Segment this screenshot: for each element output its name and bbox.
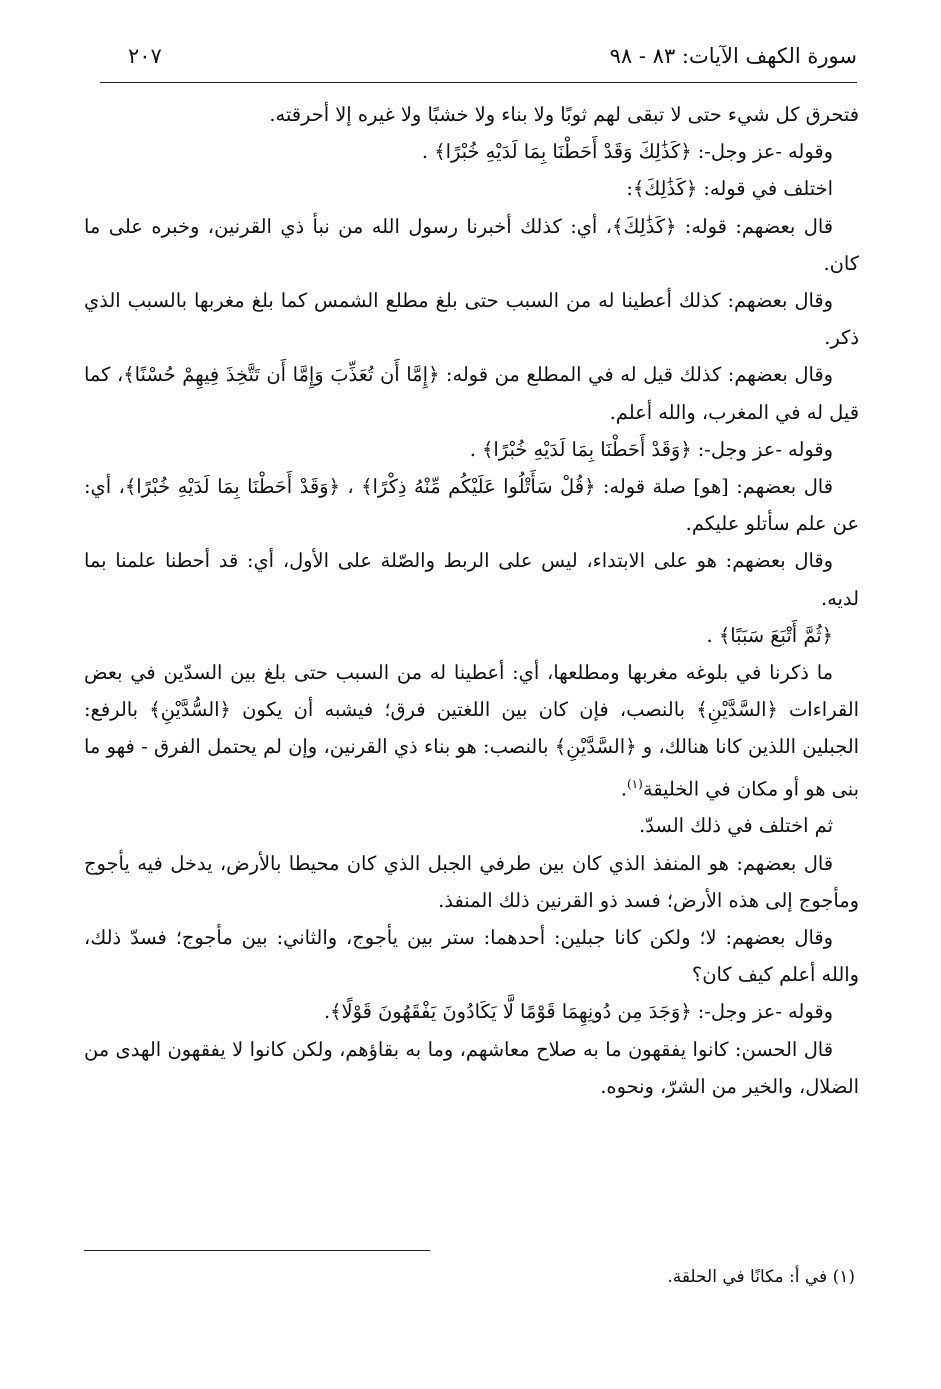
paragraph-4: قال بعضهم: قوله: ﴿كَذَٰلِكَ﴾، أي: كذلك أخبرنا رسول الله من نبأ ذي القرنين، وخبره على ما كان. <box>84 214 859 275</box>
main-text <box>84 96 859 1105</box>
footnote-reference[interactable]: (١) <box>626 776 643 791</box>
page-header <box>100 36 857 83</box>
running-title: سورة الكهف الآيات: ٨٣ - ٩٨ <box>609 44 857 68</box>
footnote-divider <box>84 1250 430 1251</box>
paragraph-5: وقال بعضهم: كذلك أعطينا له من السبب حتى بلغ مطلع الشمس كما بلغ مغربها بالسبب الذي ذكر. <box>84 289 859 350</box>
paragraph-1: فتحرق كل شيء حتى لا تبقى لهم ثوبًا ولا بناء ولا خشبًا ولا غيره إلا أحرقته. <box>269 103 859 126</box>
page-number: ٢٠٧ <box>128 44 162 68</box>
paragraph-8: قال بعضهم: [هو] صلة قوله: ﴿قُلْ سَأَتْلُوا عَلَيْكُم مِّنْهُ ذِكْرًا﴾ ، ﴿وَقَدْ أَحَطْنَا بِمَا لَدَيْهِ خُبْرًا﴾، أي: عن علم سأتلو عليكم. <box>84 475 859 536</box>
paragraph-11-end: . <box>620 777 627 801</box>
paragraph-9: وقال بعضهم: هو على الابتداء، ليس على الربط والصّلة على الأول، أي: قد أحطنا علمنا بما لديه. <box>84 549 859 610</box>
paragraph-3: اختلف في قوله: ﴿كَذَٰلِكَ﴾: <box>626 177 833 201</box>
paragraph-15: وقوله -عز وجل-: ﴿وَجَدَ مِن دُونِهِمَا قَوْمًا لَّا يَكَادُونَ يَفْقَهُونَ قَوْلًا﴾. <box>324 1000 833 1024</box>
paragraph-10: ﴿ثُمَّ أَتْبَعَ سَبَبًا﴾ . <box>706 623 833 647</box>
paragraph-11-text: ما ذكرنا في بلوغه مغربها ومطلعها، أي: أعطينا له من السبب حتى بلغ بين السدّين في بعض القراءات ﴿السَّدَّيْنِ﴾ بالنصب، فإن كان بين اللغتين فرق؛ فيشبه أن يكون ﴿السُّدَّيْنِ﴾ بالرفع: الجبلين اللذين كانا هنالك، و ﴿السَّدَّيْنِ﴾ بالنصب: هو بناء ذي القرنين، وإن لم يحتمل الفرق - فهو ما بنى هو أو مكان في الخليقة <box>84 661 859 801</box>
paragraph-16: قال الحسن: كانوا يفقهون ما به صلاح معاشهم، وما به بقاؤهم، ولكن كانوا لا يفقهون الهدى من الضلال، والخير من الشرّ، ونحوه. <box>84 1037 859 1098</box>
paragraph-7: وقوله -عز وجل-: ﴿وَقَدْ أَحَطْنَا بِمَا لَدَيْهِ خُبْرًا﴾ . <box>469 437 833 461</box>
paragraph-14: وقال بعضهم: لا؛ ولكن كانا جبلين: أحدهما: ستر بين يأجوج، والثاني: بين مأجوج؛ فسدّ ذلك، والله أعلم كيف كان؟ <box>84 925 859 987</box>
paragraph-12: ثم اختلف في ذلك السدّ. <box>639 814 833 838</box>
paragraph-13: قال بعضهم: هو المنفذ الذي كان بين طرفي الجبل الذي كان محيطا بالأرض، يدخل فيه يأجوج ومأجوج إلى هذه الأرض؛ فسد ذو القرنين ذلك المنفذ. <box>84 851 859 912</box>
footnote: (١) في أ: مكانًا في الحلقة. <box>667 1267 855 1287</box>
paragraph-11 <box>84 654 859 807</box>
paragraph-6: وقال بعضهم: كذلك قيل له في المطلع من قوله: ﴿إِمَّا أَن تُعَذِّبَ وَإِمَّا أَن تَتَّخِذَ فِيهِمْ حُسْنًا﴾، كما قيل له في المغرب، والله أعلم. <box>84 363 859 424</box>
paragraph-2: وقوله -عز وجل-: ﴿كَذَٰلِكَ وَقَدْ أَحَطْنَا بِمَا لَدَيْهِ خُبْرًا﴾ . <box>421 140 833 164</box>
